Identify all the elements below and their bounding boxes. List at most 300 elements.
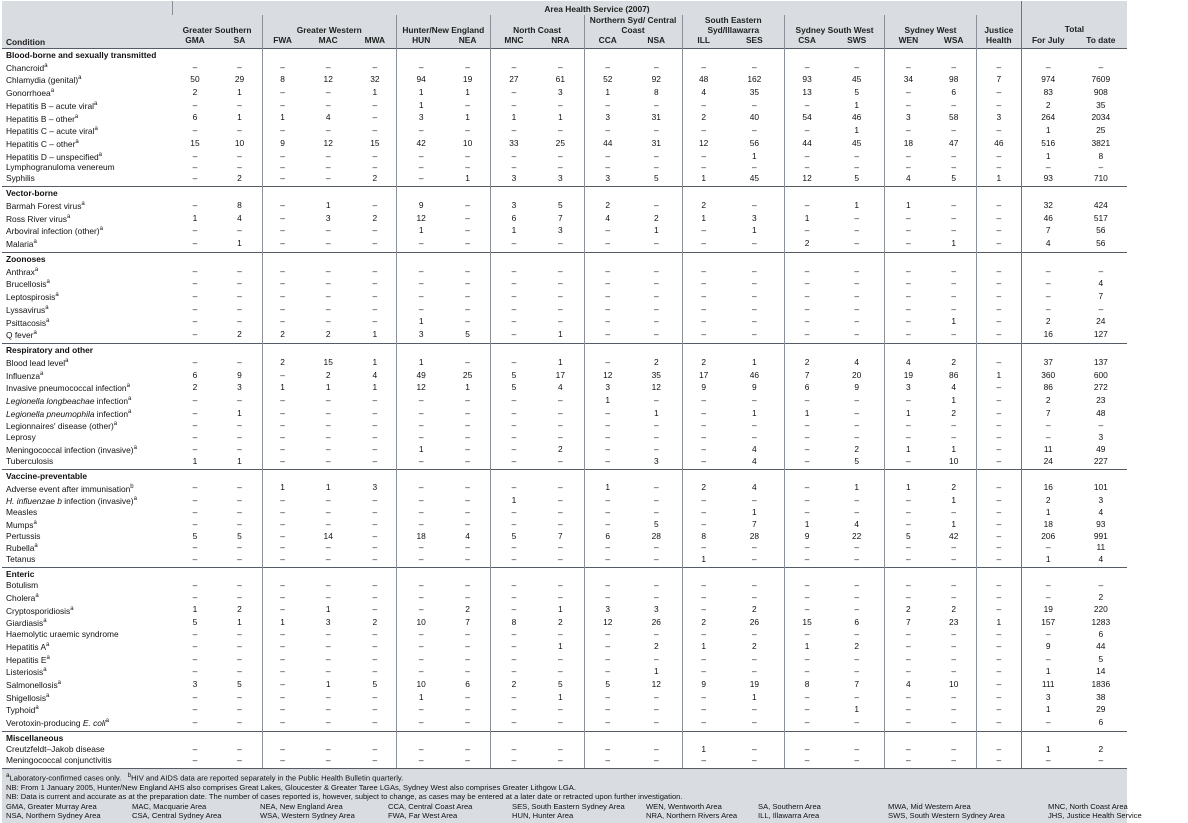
table-row xyxy=(2,494,1127,507)
condition-name xyxy=(2,199,173,212)
count-cell: – xyxy=(490,237,537,252)
count-cell: 4 xyxy=(465,530,470,541)
count-cell: 12 xyxy=(396,212,445,225)
footnote-marker: a xyxy=(70,605,74,612)
empty-cell xyxy=(490,568,537,580)
count-cell: – xyxy=(976,443,1021,456)
count-cell: – xyxy=(951,591,957,602)
empty-cell xyxy=(354,568,397,580)
condition-name xyxy=(2,518,173,531)
count-cell: – xyxy=(976,381,1021,394)
total-cell: 35 xyxy=(1096,99,1106,110)
empty-cell xyxy=(262,469,303,481)
count-cell: 7 xyxy=(557,212,563,223)
count-cell: – xyxy=(465,432,470,443)
count-cell: – xyxy=(682,755,725,768)
count-cell: – xyxy=(557,61,563,72)
count-cell: – xyxy=(885,541,932,554)
table-row xyxy=(2,303,1127,316)
total-cell: – xyxy=(1098,303,1104,314)
count-cell: – xyxy=(682,61,725,74)
count-cell: – xyxy=(372,591,378,602)
legend-item: GMA, Greater Murray Area xyxy=(6,801,97,811)
count-cell: 5 xyxy=(557,678,563,689)
count-cell: – xyxy=(784,303,829,316)
total-cell: 517 xyxy=(1093,212,1108,223)
count-cell: – xyxy=(752,591,757,602)
empty-cell xyxy=(354,48,397,60)
section-respiratory-and-other xyxy=(2,344,1127,470)
count-cell: 32 xyxy=(370,74,380,85)
total-cell: 908 xyxy=(1093,87,1108,98)
count-cell: 7 xyxy=(752,518,757,529)
count-cell: 1 xyxy=(262,616,303,629)
count-cell: – xyxy=(752,653,757,664)
table-row xyxy=(2,678,1127,691)
count-cell: – xyxy=(584,290,631,303)
total-cell: – xyxy=(1021,277,1074,290)
table-row xyxy=(2,616,1127,629)
empty-cell xyxy=(396,731,445,743)
total-cell: 2 xyxy=(1021,394,1074,407)
table-row xyxy=(2,443,1127,456)
condition-text: Typhoid xyxy=(6,705,36,716)
count-cell: – xyxy=(490,150,537,163)
condition-text: Cryptosporidiosis xyxy=(6,605,71,616)
total-cell: 8 xyxy=(1098,150,1104,161)
condition-name xyxy=(2,407,173,420)
footnote-marker: a xyxy=(128,408,132,415)
count-cell: – xyxy=(325,394,331,405)
legend-item: MAC, Macquarie Area xyxy=(132,801,207,811)
table-row xyxy=(2,456,1127,469)
count-cell: – xyxy=(557,704,563,715)
condition-italic: Legionella pneumophila xyxy=(6,408,95,419)
region-column-header: NEA xyxy=(445,35,490,48)
legend-item: SA, Southern Area xyxy=(758,801,821,811)
count-cell: – xyxy=(192,629,198,639)
total-column-header: To date xyxy=(1075,35,1127,48)
count-cell: – xyxy=(372,579,378,590)
count-cell: – xyxy=(490,604,537,617)
count-cell: – xyxy=(854,420,860,431)
footnote-marker: a xyxy=(99,226,103,233)
count-cell: 9 xyxy=(237,369,242,380)
table-row xyxy=(2,224,1127,237)
count-cell: – xyxy=(752,666,757,677)
count-cell: – xyxy=(584,303,631,316)
count-cell: – xyxy=(653,506,659,517)
count-cell: – xyxy=(396,432,445,443)
count-cell: – xyxy=(854,554,860,565)
count-cell: – xyxy=(557,420,563,431)
count-cell: 9 xyxy=(854,382,860,393)
empty-cell xyxy=(885,344,932,356)
count-cell: 1 xyxy=(885,482,932,495)
count-cell: – xyxy=(784,482,829,495)
count-cell: – xyxy=(237,754,242,765)
count-cell: – xyxy=(784,653,829,666)
total-cell: 14 xyxy=(1096,666,1106,677)
empty-cell xyxy=(885,48,932,60)
legend-item: NSA, Northern Sydney Area xyxy=(6,811,101,821)
count-cell: – xyxy=(584,162,631,173)
empty-cell xyxy=(631,568,682,580)
count-cell: 1 xyxy=(396,356,445,369)
count-cell: – xyxy=(490,456,537,469)
condition-text: Ross River virus xyxy=(6,213,67,224)
count-cell: – xyxy=(192,579,198,590)
count-cell: 3 xyxy=(584,604,631,617)
count-cell: – xyxy=(885,518,932,531)
count-cell: – xyxy=(237,278,242,289)
total-cell: – xyxy=(1021,61,1074,74)
count-cell: – xyxy=(682,518,725,531)
count-cell: – xyxy=(465,356,470,367)
count-cell: – xyxy=(262,173,303,186)
count-cell: – xyxy=(653,316,659,327)
total-cell: 206 xyxy=(1021,531,1074,542)
empty-cell xyxy=(784,187,829,199)
count-cell: – xyxy=(584,407,631,420)
condition-name xyxy=(2,432,173,443)
count-cell: – xyxy=(584,629,631,640)
count-cell: – xyxy=(325,173,331,184)
table-row xyxy=(2,744,1127,755)
count-cell: – xyxy=(584,124,631,137)
count-cell: – xyxy=(237,629,242,639)
total-cell: 137 xyxy=(1093,356,1108,367)
empty-cell xyxy=(682,731,725,743)
empty-cell xyxy=(537,344,584,356)
count-cell: – xyxy=(557,482,563,493)
count-cell: – xyxy=(653,754,659,765)
count-cell: – xyxy=(372,542,378,553)
section-heading-row xyxy=(2,568,1127,580)
footnote-marker: a xyxy=(133,445,137,452)
count-cell: – xyxy=(372,150,378,161)
count-cell: 5 xyxy=(854,87,860,98)
section-enteric xyxy=(2,568,1127,732)
count-cell: – xyxy=(490,394,537,407)
count-cell: – xyxy=(976,224,1021,237)
section-title: Enteric xyxy=(6,569,35,580)
count-cell: – xyxy=(752,61,757,72)
count-cell: – xyxy=(784,591,829,604)
table-row xyxy=(2,86,1127,99)
count-cell: – xyxy=(976,212,1021,225)
total-cell: 227 xyxy=(1093,455,1108,466)
count-cell: – xyxy=(784,124,829,137)
empty-cell xyxy=(354,469,397,481)
count-cell: – xyxy=(465,691,470,702)
count-cell: 4 xyxy=(237,212,242,223)
count-cell: – xyxy=(465,579,470,590)
count-cell: – xyxy=(325,278,331,289)
count-cell: – xyxy=(465,291,470,302)
count-cell: – xyxy=(752,743,757,754)
count-cell: – xyxy=(396,394,445,407)
total-cell: 1 xyxy=(1021,554,1074,567)
count-cell: – xyxy=(192,278,198,289)
empty-cell xyxy=(537,48,584,60)
count-cell: – xyxy=(396,580,445,591)
count-cell: – xyxy=(237,691,242,702)
count-cell: – xyxy=(752,303,757,314)
count-cell: – xyxy=(262,86,303,99)
condition-name xyxy=(2,224,173,237)
count-cell: – xyxy=(325,99,331,110)
count-cell: – xyxy=(653,482,659,493)
total-column-header: For July xyxy=(1021,35,1074,48)
section-heading-row xyxy=(2,252,1127,264)
condition-name xyxy=(2,86,173,99)
table-row xyxy=(2,703,1127,716)
count-cell: – xyxy=(396,482,445,495)
count-cell: – xyxy=(682,237,725,252)
footnote-marker: b xyxy=(130,483,134,490)
region-group-header: Hunter/New England xyxy=(396,15,490,35)
count-cell: – xyxy=(752,329,757,340)
count-cell: – xyxy=(653,125,659,136)
count-cell: – xyxy=(976,394,1021,407)
count-cell: – xyxy=(192,704,198,715)
count-cell: – xyxy=(784,419,829,432)
count-cell: – xyxy=(752,629,757,639)
count-cell: – xyxy=(325,150,331,161)
count-cell: – xyxy=(854,542,860,553)
empty-cell xyxy=(396,469,445,481)
count-cell: 1 xyxy=(372,356,378,367)
section-blood-borne-and-sexually-transmitted xyxy=(2,48,1127,186)
condition-text: Hepatitis C – acute viral xyxy=(6,126,95,137)
empty-cell xyxy=(354,731,397,743)
count-cell: – xyxy=(682,419,725,432)
count-cell: – xyxy=(854,162,860,173)
count-cell: 1 xyxy=(237,238,242,249)
count-cell: 28 xyxy=(749,530,760,541)
total-cell: 2 xyxy=(1021,494,1074,507)
count-cell: – xyxy=(653,443,659,454)
count-cell: 12 xyxy=(784,173,829,186)
count-cell: 1 xyxy=(325,604,331,615)
count-cell: – xyxy=(885,99,932,112)
count-cell: 42 xyxy=(949,530,959,541)
table-row xyxy=(2,604,1127,617)
count-cell: – xyxy=(653,199,659,210)
count-cell: – xyxy=(325,303,331,314)
total-cell: 11 xyxy=(1021,443,1074,456)
empty-cell xyxy=(396,187,445,199)
count-cell: 10 xyxy=(396,616,445,629)
count-cell: – xyxy=(752,579,757,590)
condition-name xyxy=(2,173,173,186)
count-cell: 2 xyxy=(557,617,563,628)
count-cell: – xyxy=(372,278,378,289)
footnote-marker: a xyxy=(74,113,79,120)
count-cell: – xyxy=(262,212,303,225)
count-cell: – xyxy=(396,591,445,604)
count-cell: 1 xyxy=(584,482,631,495)
footnote-line-3: NB: Data is current and accurate as at the preparation date. The number of cases reported is, however, subject to change, as cases may be entered at a later date or retracted upon further investigation. xyxy=(6,792,683,802)
condition-text: Chlamydia (genital) xyxy=(6,75,79,86)
count-cell: – xyxy=(682,99,725,112)
section-title: Respiratory and other xyxy=(6,345,94,355)
count-cell: – xyxy=(885,691,932,704)
count-cell: – xyxy=(465,199,470,210)
count-cell: – xyxy=(465,99,470,110)
count-cell: – xyxy=(584,691,631,704)
condition-text: Hepatitis B – other xyxy=(6,113,75,124)
count-cell: – xyxy=(372,455,378,466)
count-cell: 2 xyxy=(325,329,331,340)
count-cell: – xyxy=(584,507,631,518)
count-cell: 4 xyxy=(752,455,757,466)
count-cell: – xyxy=(784,394,829,407)
count-cell: – xyxy=(752,495,757,506)
condition-text: Hepatitis E xyxy=(6,654,47,665)
footnote-marker: a xyxy=(75,138,79,145)
count-cell: – xyxy=(854,629,860,639)
count-cell: 2 xyxy=(584,199,631,212)
count-cell: – xyxy=(976,507,1021,518)
count-cell: – xyxy=(396,265,445,278)
count-cell: – xyxy=(854,407,860,418)
count-cell: – xyxy=(752,704,757,715)
count-cell: 10 xyxy=(949,678,959,689)
empty-cell xyxy=(932,187,977,199)
total-cell: – xyxy=(1098,61,1104,72)
count-cell: – xyxy=(584,640,631,653)
count-cell: – xyxy=(557,303,563,314)
section-title: Vector-borne xyxy=(6,188,58,199)
count-cell: 2 xyxy=(192,87,198,98)
count-cell: – xyxy=(976,716,1021,731)
count-cell: – xyxy=(325,743,331,754)
empty-cell xyxy=(584,469,631,481)
count-cell: 29 xyxy=(234,74,245,85)
count-cell: 1 xyxy=(490,224,537,237)
condition-name xyxy=(2,716,173,731)
count-cell: 2 xyxy=(262,328,303,343)
count-cell: 2 xyxy=(682,356,725,369)
condition-text: Arboviral infection (other) xyxy=(6,226,100,237)
table-row xyxy=(2,212,1127,225)
total-cell: – xyxy=(1021,419,1074,432)
count-cell: 1 xyxy=(885,443,932,456)
table-row xyxy=(2,369,1127,382)
footnote-marker: a xyxy=(46,279,50,286)
footnote-marker: a xyxy=(44,62,48,69)
footnote-marker: a xyxy=(65,357,69,364)
count-cell: – xyxy=(752,291,757,302)
condition-text: Q fever xyxy=(6,330,34,341)
count-cell: – xyxy=(465,754,470,765)
count-cell: 2 xyxy=(325,369,331,380)
empty-cell xyxy=(725,48,785,60)
empty-cell xyxy=(584,568,631,580)
total-cell: – xyxy=(1098,265,1104,276)
count-cell: – xyxy=(262,554,303,567)
count-cell: – xyxy=(372,199,378,210)
count-cell: – xyxy=(372,407,378,418)
count-cell: 27 xyxy=(490,73,537,86)
count-cell: – xyxy=(237,666,242,677)
count-cell: 98 xyxy=(949,74,959,85)
count-cell: – xyxy=(854,303,860,314)
table-row xyxy=(2,277,1127,290)
count-cell: – xyxy=(192,303,198,314)
count-cell: – xyxy=(237,432,242,443)
total-cell: 46 xyxy=(1021,212,1074,225)
footnote-marker: a xyxy=(45,304,49,311)
total-cell: 1 xyxy=(1021,507,1074,518)
count-cell: 1 xyxy=(262,482,303,495)
count-cell: 2 xyxy=(752,604,757,615)
count-cell: – xyxy=(682,162,725,173)
legend-item: WEN, Wentworth Area xyxy=(646,801,722,811)
section-heading-row xyxy=(2,469,1127,481)
empty-cell xyxy=(682,252,725,264)
count-cell: 8 xyxy=(784,678,829,691)
count-cell: – xyxy=(976,407,1021,420)
total-cell: 1 xyxy=(1021,703,1074,716)
count-cell: – xyxy=(192,754,198,765)
empty-cell xyxy=(217,48,262,60)
empty-cell xyxy=(584,252,631,264)
condition-name xyxy=(2,290,173,303)
count-cell: – xyxy=(653,420,659,431)
count-cell: 42 xyxy=(396,137,445,150)
total-cell: 2 xyxy=(1098,591,1104,602)
footnote-marker: a xyxy=(34,266,39,273)
count-cell: – xyxy=(682,494,725,507)
count-cell: – xyxy=(885,640,932,653)
table-row xyxy=(2,591,1127,604)
condition-name xyxy=(2,703,173,716)
condition-name xyxy=(2,678,173,691)
count-cell: 5 xyxy=(237,678,242,689)
count-cell: – xyxy=(396,703,445,716)
count-cell: – xyxy=(976,456,1021,469)
footnote-marker: a xyxy=(33,519,37,526)
count-cell: – xyxy=(372,394,378,405)
total-cell: 9 xyxy=(1021,640,1074,653)
count-cell: – xyxy=(192,316,198,327)
count-cell: 12 xyxy=(396,381,445,394)
condition-text: Psittacosis xyxy=(6,317,47,328)
empty-cell xyxy=(1075,731,1127,743)
count-cell: – xyxy=(584,541,631,554)
count-cell: 3 xyxy=(557,225,563,236)
total-cell: 6 xyxy=(1098,717,1104,728)
count-cell: 1 xyxy=(237,455,242,466)
count-cell: 1 xyxy=(325,199,331,210)
empty-cell xyxy=(631,252,682,264)
count-cell: – xyxy=(951,265,957,276)
section-heading-row xyxy=(2,731,1127,743)
condition-text: Adverse event after immunisation xyxy=(6,483,131,494)
count-cell: – xyxy=(396,237,445,252)
count-cell: 5 xyxy=(951,173,957,184)
count-cell: – xyxy=(490,591,537,604)
count-cell: 5 xyxy=(465,329,470,340)
condition-text: Invasive pneumococcal infection xyxy=(6,383,127,394)
count-cell: – xyxy=(325,691,331,702)
count-cell: 2 xyxy=(951,407,957,418)
count-cell: – xyxy=(325,125,331,136)
count-cell: 1 xyxy=(465,87,470,98)
